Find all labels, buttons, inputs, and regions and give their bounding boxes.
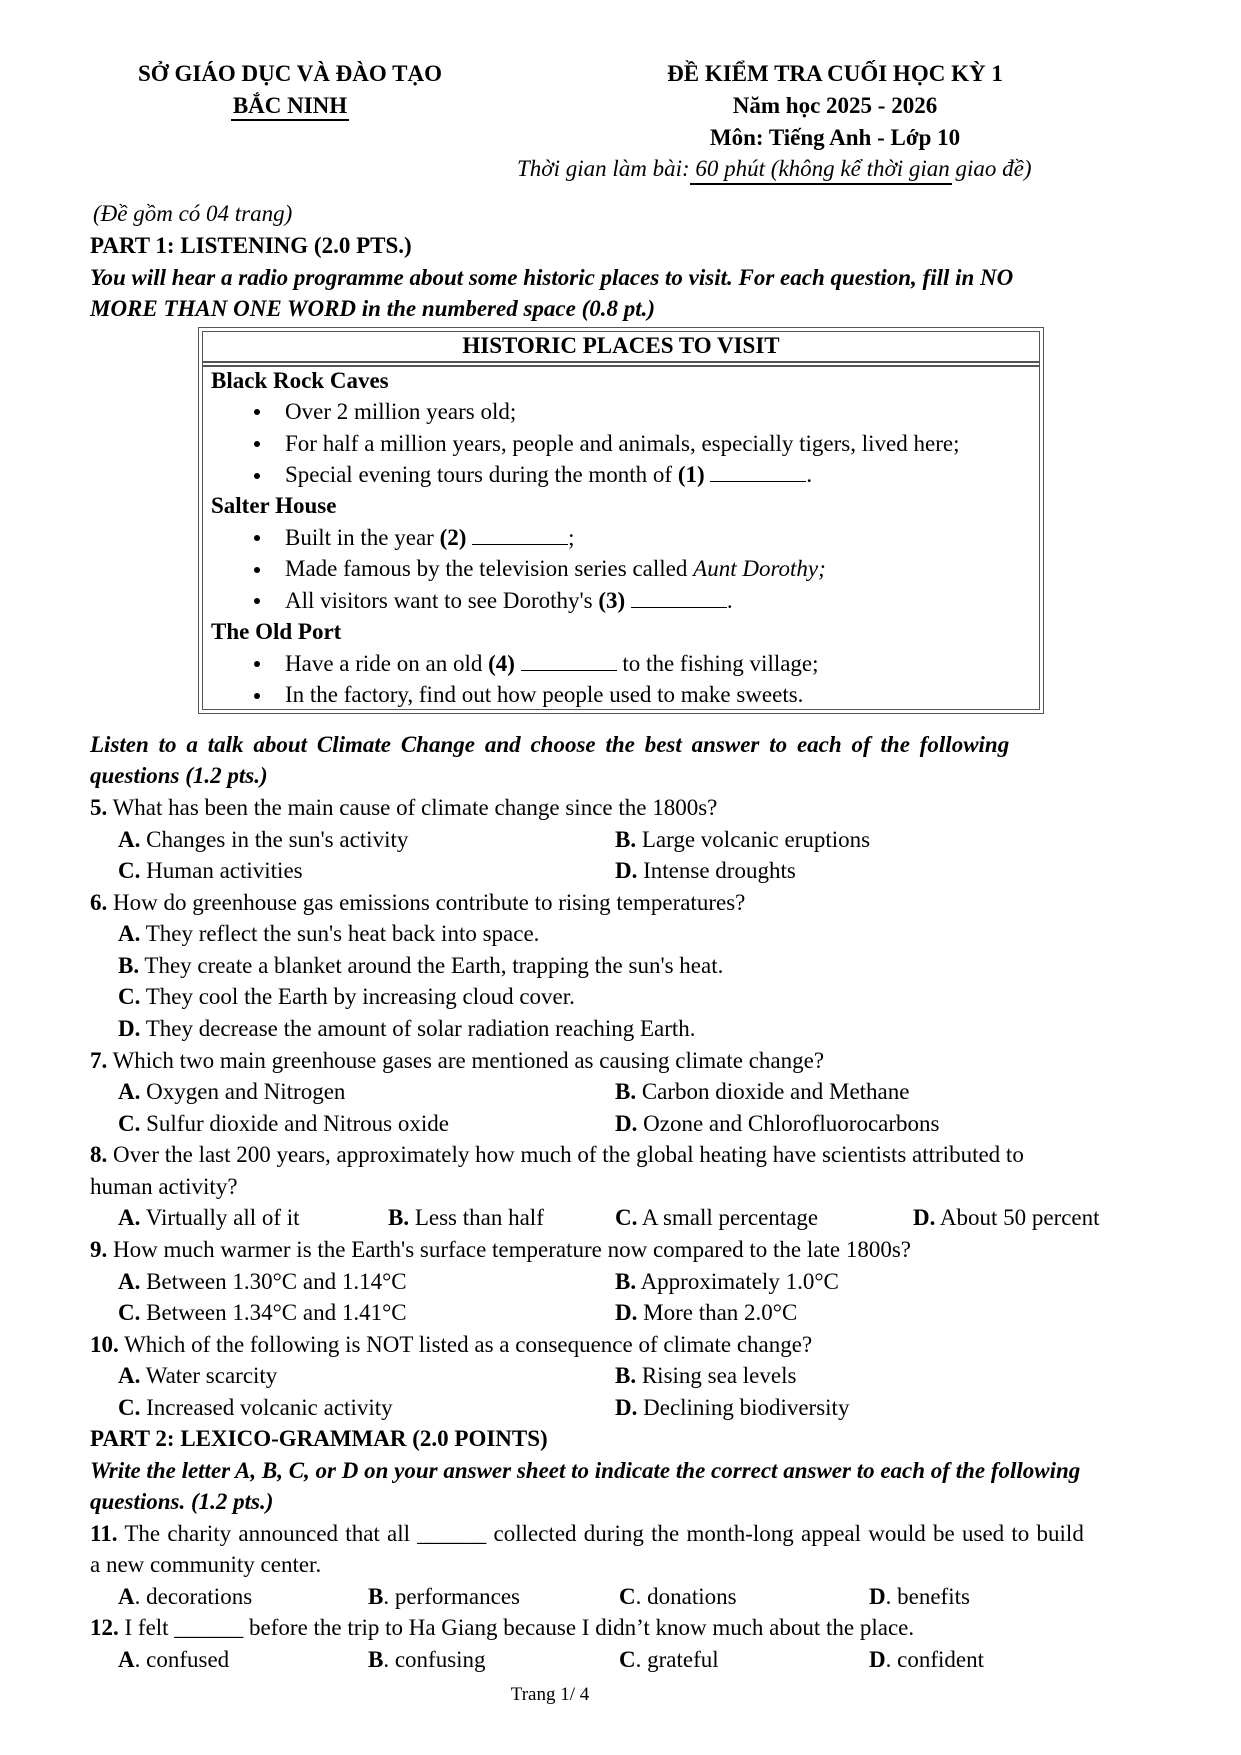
option-12d[interactable]: D. confident — [869, 1647, 984, 1672]
school-year: Năm học 2025 - 2026 — [732, 93, 938, 118]
bullet-icon — [254, 535, 260, 541]
bullet-icon — [254, 661, 260, 667]
option-6c[interactable]: C. They cool the Earth by increasing cloud cover. — [118, 984, 575, 1009]
time-underline — [690, 183, 952, 185]
question-10: 10. Which of the following is NOT listed as a consequence of climate change? — [90, 1332, 813, 1357]
subject-line: Môn: Tiếng Anh - Lớp 10 — [709, 125, 961, 150]
part1-instruction-line2: MORE THAN ONE WORD in the numbered space (0.8 pt.) — [90, 296, 656, 321]
option-9a[interactable]: A. Between 1.30°C and 1.14°C — [118, 1269, 407, 1294]
part1-instruction2-line1: Listen to a talk about Climate Change and choose the best answer to each of the following — [90, 732, 1010, 757]
question-8-continued: human activity? — [90, 1174, 238, 1199]
part1-instruction-line1: You will hear a radio programme about some historic places to visit. For each question, fill in NO — [90, 265, 1014, 290]
department-name: SỞ GIÁO DỤC VÀ ĐÀO TẠO — [138, 61, 442, 86]
note-item: Made famous by the television series called Aunt Dorothy; — [285, 556, 826, 581]
option-8d[interactable]: D. About 50 percent — [913, 1205, 1100, 1230]
bullet-icon — [254, 693, 260, 699]
option-11a[interactable]: A. decorations — [118, 1584, 253, 1609]
option-9d[interactable]: D. More than 2.0°C — [615, 1300, 798, 1325]
option-5c[interactable]: C. Human activities — [118, 858, 303, 883]
note-item: In the factory, find out how people used to make sweets. — [285, 682, 804, 707]
page-number: Trang 1/ 4 — [510, 1684, 590, 1705]
option-9c[interactable]: C. Between 1.34°C and 1.41°C — [118, 1300, 407, 1325]
note-item-gap-2: Built in the year (2) ; — [285, 525, 575, 550]
question-11-continued: a new community center. — [90, 1552, 322, 1577]
option-6d[interactable]: D. They decrease the amount of solar radiation reaching Earth. — [118, 1016, 696, 1041]
option-5d[interactable]: D. Intense droughts — [615, 858, 796, 883]
question-12: 12. I felt ______ before the trip to Ha Giang because I didn’t know much about the place. — [90, 1615, 915, 1640]
pages-note: (Đề gồm có 04 trang) — [93, 201, 293, 226]
gap-blank[interactable] — [631, 589, 727, 608]
question-7: 7. Which two main greenhouse gases are mentioned as causing climate change? — [90, 1048, 825, 1073]
table-title: HISTORIC PLACES TO VISIT — [462, 333, 780, 358]
place-salter-house: Salter House — [211, 493, 337, 518]
place-black-rock-caves: Black Rock Caves — [211, 368, 389, 393]
option-10d[interactable]: D. Declining biodiversity — [615, 1395, 850, 1420]
option-7a[interactable]: A. Oxygen and Nitrogen — [118, 1079, 346, 1104]
question-11: 11. The charity announced that all ______ collected during the month-long appeal would be used to build — [90, 1521, 1084, 1546]
question-6: 6. How do greenhouse gas emissions contribute to rising temperatures? — [90, 890, 746, 915]
part2-instruction-line1: Write the letter A, B, C, or D on your answer sheet to indicate the correct answer to each of the following — [90, 1458, 1081, 1483]
note-item: For half a million years, people and animals, especially tigers, lived here; — [285, 431, 960, 456]
part1-instruction2-line2: questions (1.2 pts.) — [90, 763, 268, 788]
option-6a[interactable]: A. They reflect the sun's heat back into space. — [118, 921, 540, 946]
option-11d[interactable]: D. benefits — [869, 1584, 970, 1609]
province-name: BẮC NINH — [232, 93, 348, 118]
place-old-port: The Old Port — [211, 619, 342, 644]
option-11c[interactable]: C. donations — [619, 1584, 737, 1609]
gap-blank[interactable] — [521, 652, 617, 671]
exam-title: ĐỀ KIỂM TRA CUỐI HỌC KỲ 1 — [667, 61, 1003, 86]
option-7c[interactable]: C. Sulfur dioxide and Nitrous oxide — [118, 1111, 449, 1136]
bullet-icon — [254, 567, 260, 573]
option-11b[interactable]: B. performances — [368, 1584, 520, 1609]
table-header-divider — [202, 361, 1040, 363]
option-9b[interactable]: B. Approximately 1.0°C — [615, 1269, 839, 1294]
question-8: 8. Over the last 200 years, approximately how much of the global heating have scientists attributed to — [90, 1142, 1024, 1167]
bullet-icon — [254, 598, 260, 604]
option-5a[interactable]: A. Changes in the sun's activity — [118, 827, 409, 852]
option-8b[interactable]: B. Less than half — [388, 1205, 544, 1230]
option-12a[interactable]: A. confused — [118, 1647, 230, 1672]
option-10a[interactable]: A. Water scarcity — [118, 1363, 278, 1388]
time-line: Thời gian làm bài: 60 phút (không kể thời gian giao đề) — [517, 156, 1032, 181]
gap-blank[interactable] — [472, 526, 568, 545]
option-12b[interactable]: B. confusing — [368, 1647, 486, 1672]
option-8a[interactable]: A. Virtually all of it — [118, 1205, 300, 1230]
question-9: 9. How much warmer is the Earth's surface temperature now compared to the late 1800s? — [90, 1237, 911, 1262]
province-underline — [231, 119, 349, 121]
part1-title: PART 1: LISTENING (2.0 PTS.) — [90, 233, 412, 258]
note-item-gap-4: Have a ride on an old (4) to the fishing village; — [285, 651, 819, 676]
option-6b[interactable]: B. They create a blanket around the Earth, trapping the sun's heat. — [118, 953, 724, 978]
option-10b[interactable]: B. Rising sea levels — [615, 1363, 797, 1388]
option-12c[interactable]: C. grateful — [619, 1647, 719, 1672]
table-header-divider-2 — [202, 365, 1040, 367]
bullet-icon — [254, 473, 260, 479]
note-item-gap-3: All visitors want to see Dorothy's (3) . — [285, 588, 733, 613]
option-7b[interactable]: B. Carbon dioxide and Methane — [615, 1079, 910, 1104]
option-10c[interactable]: C. Increased volcanic activity — [118, 1395, 393, 1420]
option-7d[interactable]: D. Ozone and Chlorofluorocarbons — [615, 1111, 940, 1136]
part2-title: PART 2: LEXICO-GRAMMAR (2.0 POINTS) — [90, 1426, 548, 1451]
note-item-gap-1: Special evening tours during the month of (1) . — [285, 462, 813, 487]
gap-blank[interactable] — [710, 463, 806, 482]
note-item: Over 2 million years old; — [285, 399, 517, 424]
bullet-icon — [254, 409, 260, 415]
part2-instruction-line2: questions. (1.2 pts.) — [90, 1489, 274, 1514]
bullet-icon — [254, 441, 260, 447]
option-8c[interactable]: C. A small percentage — [615, 1205, 819, 1230]
question-5: 5. What has been the main cause of climate change since the 1800s? — [90, 795, 718, 820]
option-5b[interactable]: B. Large volcanic eruptions — [615, 827, 871, 852]
